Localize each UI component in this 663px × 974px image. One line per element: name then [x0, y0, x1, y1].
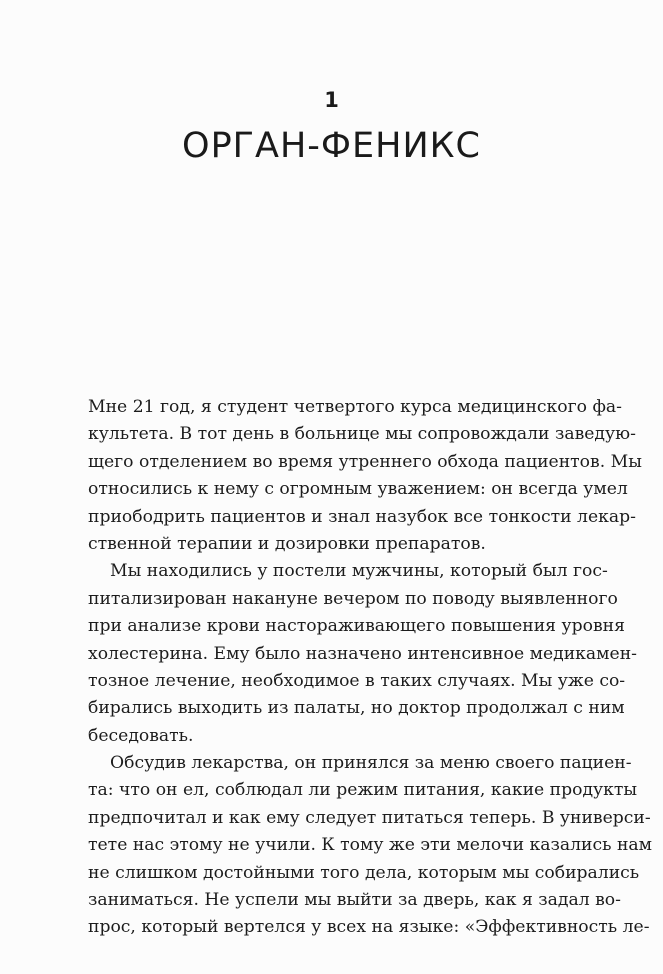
text-line: относились к нему с огромным уважением: он всегда умел	[88, 479, 628, 500]
text-line: прос, который вертелся у всех на языке: «Эффективность ле-	[88, 917, 650, 938]
text-line: ственной терапии и дозировки препаратов.	[88, 533, 486, 554]
text-line: Обсудив лекарства, он принялся за меню своего пациен-	[110, 753, 632, 774]
text-line: заниматься. Не успели мы выйти за дверь, как я задал во-	[88, 890, 621, 911]
text-line: беседовать.	[88, 725, 194, 746]
text-line: приободрить пациентов и знал назубок все тонкости лекар-	[88, 506, 636, 527]
text-line: щего отделением во время утреннего обхода пациентов. Мы	[88, 451, 642, 472]
text-line: питализирован накануне вечером по поводу выявленного	[88, 588, 618, 609]
chapter-title: ОРГАН-ФЕНИКС	[182, 126, 481, 166]
text-line: холестерина. Ему было назначено интенсивное медикамен-	[88, 643, 637, 664]
text-line: бирались выходить из палаты, но доктор продолжал с ним	[88, 698, 625, 719]
text-line: тете нас этому не учили. К тому же эти мелочи казались нам	[88, 835, 653, 856]
paragraph-3	[88, 750, 653, 942]
text-line: предпочитал и как ему следует питаться теперь. В универси-	[88, 807, 651, 828]
chapter-number: 1	[324, 88, 339, 112]
paragraph-1	[88, 394, 642, 558]
text-line: тозное лечение, необходимое в таких случаях. Мы уже со-	[88, 670, 626, 691]
text-line: Мы находились у постели мужчины, который был гос-	[110, 561, 608, 582]
text-line: Мне 21 год, я студент четвертого курса медицинского фа-	[88, 397, 622, 417]
text-line: та: что он ел, соблюдал ли режим питания, какие продукты	[88, 780, 638, 801]
chapter-body	[88, 394, 653, 942]
paragraph-2	[88, 558, 637, 750]
text-line: при анализе крови настораживающего повышения уровня	[88, 616, 625, 637]
text-line: культета. В тот день в больнице мы сопровождали заведую-	[88, 424, 636, 445]
text-line: не слишком достойными того дела, которым мы собирались	[88, 862, 640, 883]
